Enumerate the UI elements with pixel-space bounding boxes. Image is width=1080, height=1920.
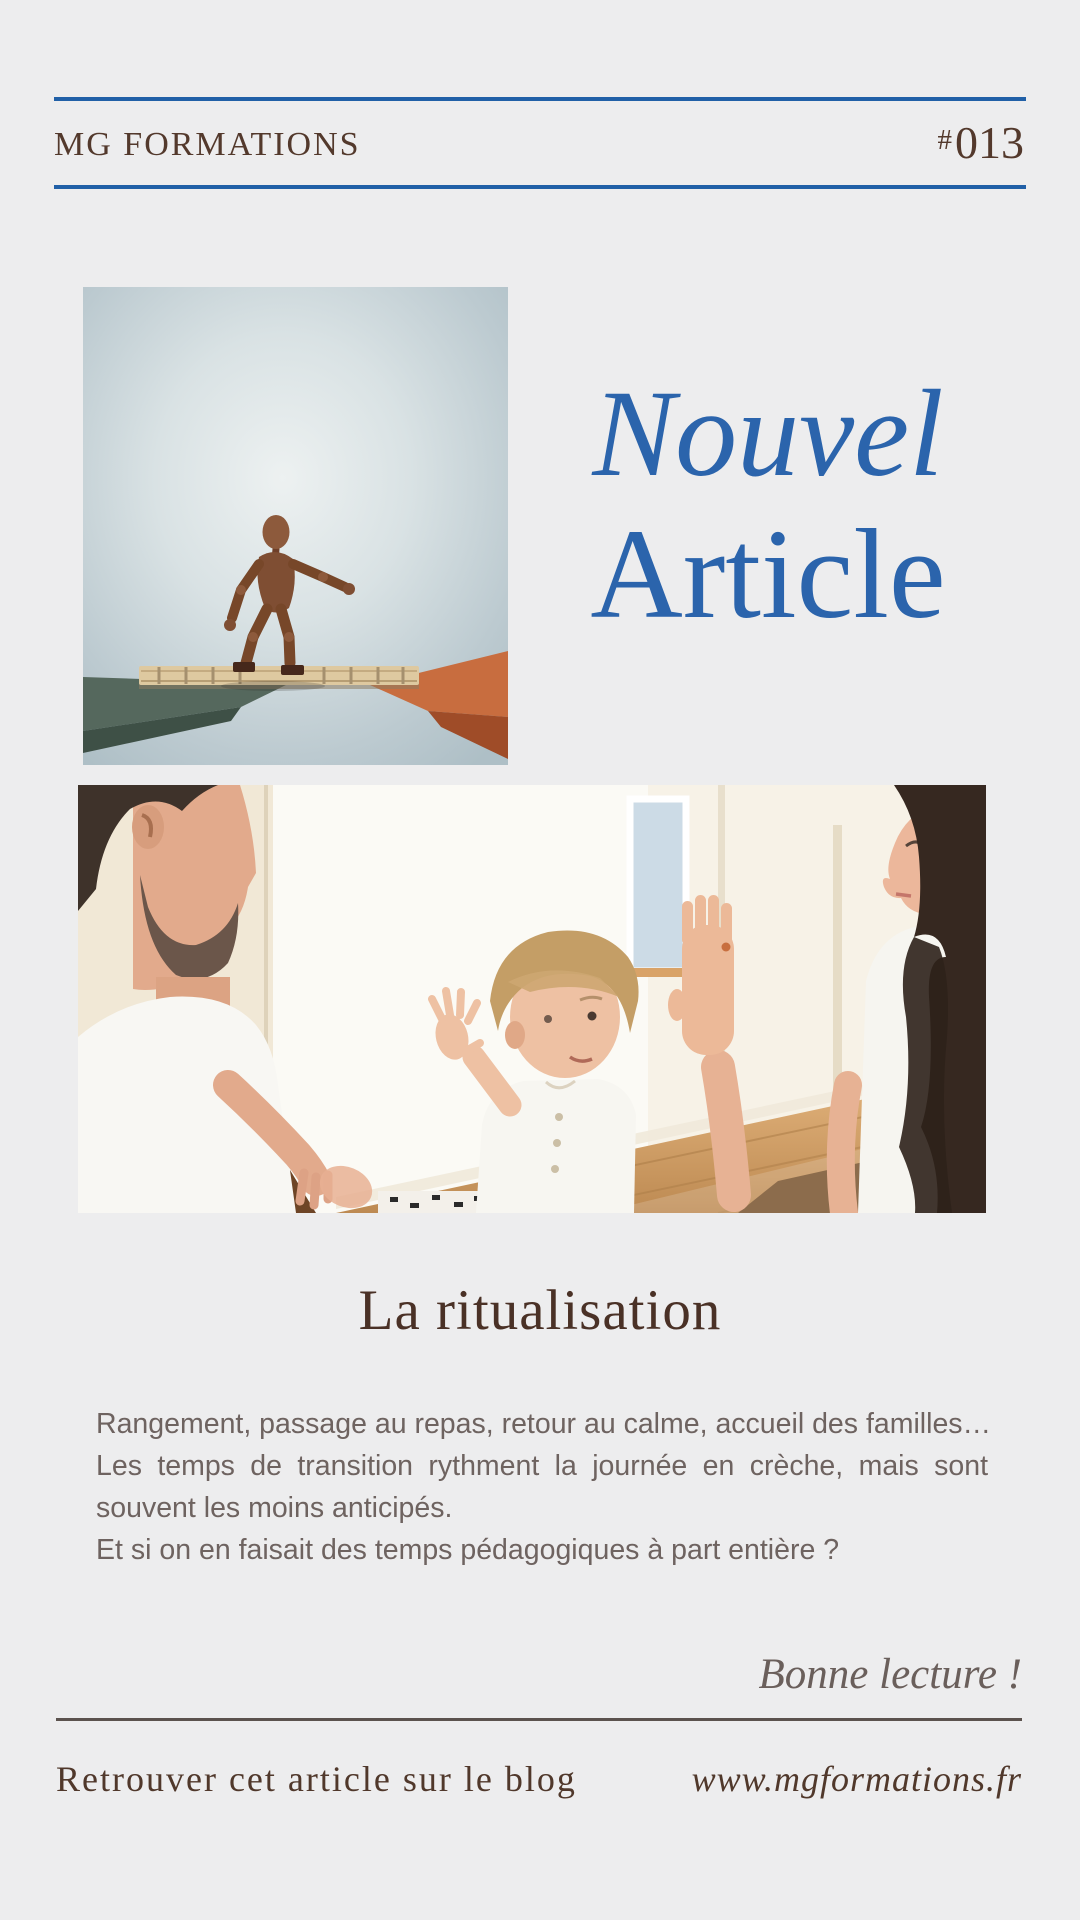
mannequin-illustration bbox=[83, 287, 508, 765]
closing-text: Bonne lecture ! bbox=[758, 1651, 1022, 1698]
mannequin-illustration-svg bbox=[83, 287, 508, 765]
footer-rule bbox=[56, 1718, 1022, 1721]
article-body bbox=[96, 1403, 992, 1571]
hero-title-italic: Nouvel bbox=[592, 365, 944, 502]
family-photo-svg bbox=[78, 785, 986, 1213]
hero-title bbox=[512, 365, 1024, 645]
hash-symbol: # bbox=[937, 124, 952, 156]
mother-forearm bbox=[718, 1067, 734, 1195]
brand-text: MG FORMATIONS bbox=[54, 126, 361, 163]
article-heading: La ritualisation bbox=[358, 1279, 722, 1342]
footer-url-link[interactable]: www.mgformations.fr bbox=[691, 1759, 1022, 1799]
issue-digits: 013 bbox=[955, 117, 1024, 168]
header-rule bbox=[54, 185, 1026, 189]
body-line-2: Les temps de transition rythment la journée en crèche, mais sont bbox=[96, 1450, 988, 1482]
body-line-1: Rangement, passage au repas, retour au calme, accueil des familles… bbox=[96, 1408, 992, 1440]
footer-blog-text: Retrouver cet article sur le blog bbox=[56, 1759, 577, 1799]
family-photo bbox=[78, 785, 986, 1213]
top-rule bbox=[54, 97, 1026, 101]
figure-shadow bbox=[221, 681, 325, 691]
body-line-4: Et si on en faisait des temps pédagogiques à part entière ? bbox=[96, 1534, 840, 1566]
issue-number bbox=[938, 116, 1025, 169]
body-line-3: souvent les moins anticipés. bbox=[96, 1492, 453, 1524]
frosted-window bbox=[624, 799, 690, 977]
hero-title-regular: Article bbox=[590, 503, 946, 645]
